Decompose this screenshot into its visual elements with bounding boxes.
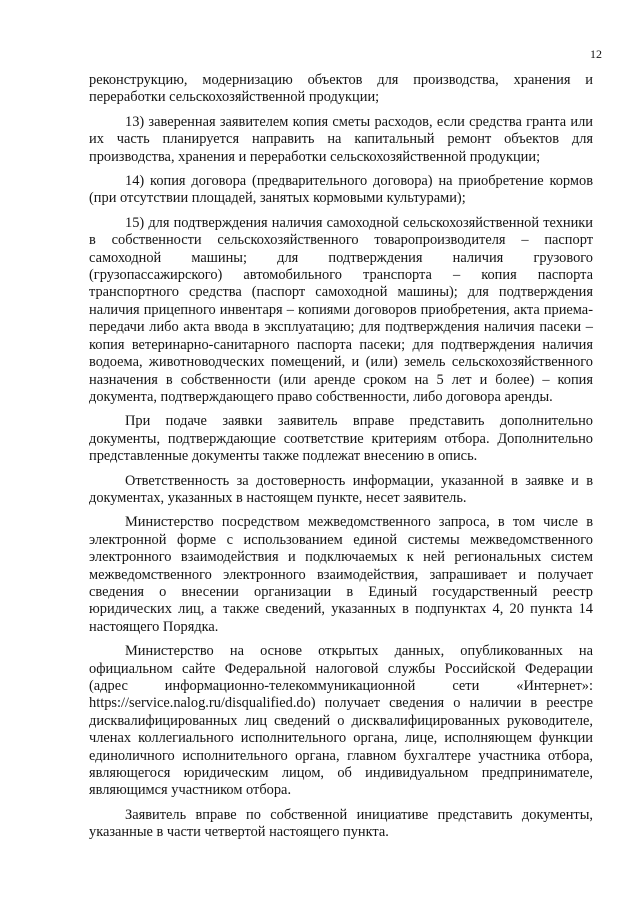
paragraph-additional-documents: При подаче заявки заявитель вправе представить дополнительно документы, подтверждающие соответствие критериям отбора. Дополнительно представленные документы также подлежат внесению в опись. [89,413,593,465]
page-number: 12 [590,47,602,61]
paragraph-item-15: 15) для подтверждения наличия самоходной сельскохозяйственной техники в собственности сельскохозяйственного товаропроизводителя – паспорт самоходной машины; для подтверждения наличия грузового (грузопассажирского) автомобильного транспорта – копия паспорта транспортного средства (паспорт самоходной машины); для подтверждения наличия прицепного инвентаря – копиями договоров приобретения, акта приема-передачи либо акта ввода в эксплуатацию; для подтверждения наличия пасеки – копия ветеринарно-санитарного паспорта пасеки; для подтверждения наличия водоема, животноводческих помещений, и (или) земель сельскохозяйственного назначения в собственности (или аренде сроком на 5 лет и более) – копия документа, подтверждающего право собственности, либо договора аренды. [89,214,593,405]
paragraph-responsibility: Ответственность за достоверность информации, указанной в заявке и в документах, указанных в настоящем пункте, несет заявитель. [89,472,593,506]
paragraph-item-13: 13) заверенная заявителем копия сметы расходов, если средства гранта или их часть планируется направить на капитальный ремонт объектов для производства, хранения и переработки сельскохозяйственной продукции; [89,113,593,165]
paragraph-item-14: 14) копия договора (предварительного договора) на приобретение кормов (при отсутствии площадей, занятых кормовыми культурами); [89,173,593,207]
paragraph-tax-service-data: Министерство на основе открытых данных, опубликованных на официальном сайте Федеральной налоговой службы Российской Федерации (адрес информационно-телекоммуникационной сети «Интернет»: https://service.nalog.ru/disqualified.do) получает сведения о наличии в реестре дисквалифицированных лиц сведений о дисквалифицированных руководителе, членах коллегиального исполнительного органа, лице, исполняющем функции единоличного исполнительного органа, главном бухгалтере участника отбора, являющегося юридическим лицом, об индивидуальном предпринимателе, являющимся участником отбора. [89,643,593,799]
paragraph-interagency-request: Министерство посредством межведомственного запроса, в том числе в электронной форме с использованием единой системы межведомственного электронного взаимодействия и подключаемых к ней региональных систем межведомственного электронного взаимодействия, запрашивает и получает сведения о внесении организации в Единый государственный реестр юридических лиц, а также сведений, указанных в подпунктах 4, 20 пункта 14 настоящего Порядка. [89,514,593,635]
paragraph-own-initiative: Заявитель вправе по собственной инициативе представить документы, указанные в части четвертой настоящего пункта. [89,806,593,841]
paragraph-continuation: реконструкцию, модернизацию объектов для производства, хранения и переработки сельскохозяйственной продукции; [89,72,593,106]
body-text [89,72,593,842]
